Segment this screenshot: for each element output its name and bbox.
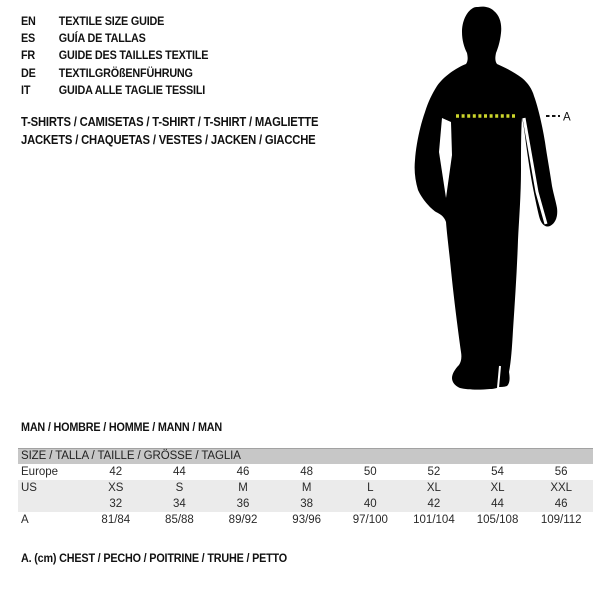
size-cell: 109/112: [540, 514, 582, 526]
language-row-es: [21, 30, 208, 47]
table-row-us-numeric: [18, 496, 593, 512]
language-code: ES: [21, 31, 36, 46]
size-cell: 56: [554, 466, 568, 478]
language-row-fr: [21, 47, 208, 64]
size-cell: 54: [491, 466, 504, 478]
row-label: US: [21, 482, 37, 494]
size-cell: 46: [236, 466, 250, 478]
size-cell: 105/108: [476, 514, 519, 526]
size-cell: XS: [108, 482, 124, 494]
man-silhouette-figure: [400, 0, 600, 400]
size-cell: 85/88: [165, 514, 194, 526]
category-line-tshirts: T-SHIRTS / CAMISETAS / T-SHIRT / T-SHIRT / MAGLIETTE: [21, 115, 319, 129]
size-table-header: SIZE / TALLA / TAILLE / GRÖSSE / TAGLIA: [18, 448, 593, 464]
section-heading-man: MAN / HOMBRE / HOMME / MANN / MAN: [21, 420, 223, 434]
garment-categories: [21, 114, 318, 149]
size-cell: 97/100: [352, 514, 388, 526]
table-row-chest-a: [18, 512, 593, 528]
category-line-jackets: JACKETS / CHAQUETAS / VESTES / JACKEN / GIACCHE: [21, 132, 316, 147]
language-row-it: [21, 82, 208, 99]
size-cell: 46: [554, 498, 568, 510]
table-row-us: [18, 480, 593, 496]
table-row-europe: [18, 464, 593, 480]
language-label: TEXTILE SIZE GUIDE: [58, 14, 165, 28]
language-code: EN: [21, 14, 36, 28]
language-code: FR: [21, 48, 36, 63]
size-cell: 101/104: [413, 514, 455, 526]
size-cell: 42: [427, 498, 441, 510]
size-cell: 89/92: [228, 514, 258, 526]
language-code: IT: [21, 82, 31, 97]
size-cell: S: [175, 482, 184, 494]
size-cell: XL: [426, 482, 441, 494]
language-list: [21, 13, 208, 99]
language-label: GUÍA DE TALLAS: [58, 31, 146, 46]
size-cell: L: [367, 482, 374, 494]
size-cell: 81/84: [101, 514, 131, 526]
size-cell: 42: [109, 466, 123, 478]
language-row-de: [21, 65, 208, 82]
size-cell: 36: [236, 498, 250, 510]
row-label: A: [21, 514, 29, 526]
language-label: GUIDA ALLE TAGLIE TESSILI: [58, 82, 206, 97]
size-cell: 34: [173, 498, 186, 510]
size-cell: 40: [363, 498, 377, 510]
size-cell: 93/96: [292, 514, 322, 526]
measurement-label-a: A: [563, 111, 571, 124]
size-cell: 38: [300, 498, 314, 510]
size-cell: 52: [427, 466, 441, 478]
language-label: TEXTILGRÖßENFÜHRUNG: [58, 65, 193, 80]
size-cell: 48: [300, 466, 314, 478]
man-silhouette: [415, 7, 558, 390]
size-cell: 50: [363, 466, 377, 478]
size-cell: 44: [491, 498, 504, 510]
size-cell: M: [238, 482, 248, 494]
size-cell: 32: [109, 498, 123, 510]
language-label: GUIDE DES TAILLES TEXTILE: [58, 48, 209, 63]
size-table: [18, 448, 593, 528]
size-cell: 44: [173, 466, 186, 478]
measurement-footnote: A. (cm) CHEST / PECHO / POITRINE / TRUHE / PETTO: [21, 551, 287, 565]
language-row-en: [21, 13, 208, 30]
size-cell: XXL: [550, 482, 573, 494]
language-code: DE: [21, 65, 36, 80]
size-cell: XL: [490, 482, 505, 494]
size-cell: M: [301, 482, 312, 494]
row-label: Europe: [21, 466, 59, 478]
